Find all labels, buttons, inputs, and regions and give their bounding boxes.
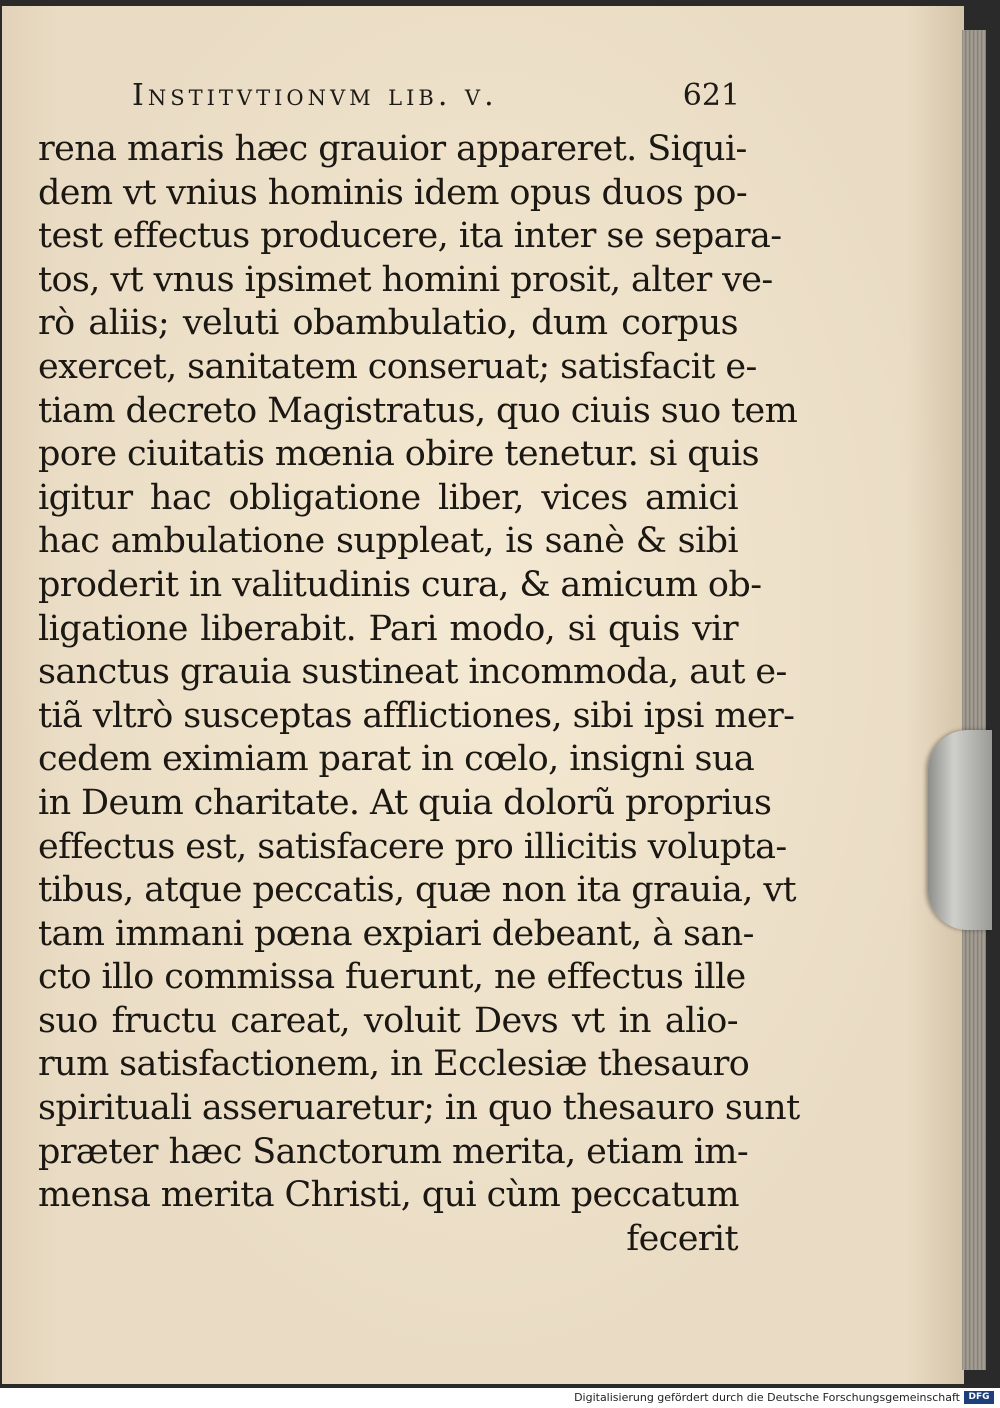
text-line: suo fructu careat, voluit Devs vt in alio- bbox=[38, 1000, 738, 1041]
text-line: ligatione liberabit. Pari modo, si quis vir bbox=[38, 608, 738, 649]
dfg-logo-icon: DFG bbox=[964, 1391, 994, 1404]
funding-credit: Digitalisierung gefördert durch die Deutsche Forschungsgemeinschaft bbox=[574, 1391, 960, 1404]
text-line: tos, vt vnus ipsimet homini prosit, alter ve- bbox=[38, 259, 773, 300]
body-text bbox=[38, 128, 800, 1261]
text-line: test effectus producere, ita inter se separa- bbox=[38, 216, 782, 257]
text-line: sanctus grauia sustineat incommoda, aut e- bbox=[38, 652, 787, 693]
text-line: rena maris hæc grauior appareret. Siqui- bbox=[38, 129, 747, 169]
text-line: spirituali asseruaretur; in quo thesauro sunt bbox=[38, 1088, 800, 1129]
running-head-title: Institvtionvm lib. v. bbox=[132, 78, 498, 113]
text-line: exercet, sanitatem conseruat; satisfacit e- bbox=[38, 346, 757, 387]
text-line: rò aliis; veluti obambulatio, dum corpus bbox=[38, 303, 738, 344]
text-line: pore ciuitatis mœnia obire tenetur. si quis bbox=[38, 434, 759, 475]
page-edges bbox=[962, 30, 986, 1370]
text-line: cto illo commissa fuerunt, ne effectus ille bbox=[38, 957, 746, 998]
page-number: 621 bbox=[682, 78, 740, 113]
footer bbox=[0, 1388, 1000, 1408]
text-line: tibus, atque peccatis, quæ non ita grauia, vt bbox=[38, 870, 796, 911]
text-line: rum satisfactionem, in Ecclesiæ thesauro bbox=[38, 1044, 750, 1085]
book-clasp bbox=[928, 730, 992, 930]
text-line: effectus est, satisfacere pro illicitis volupta- bbox=[38, 826, 787, 867]
text-line: dem vt vnius hominis idem opus duos po- bbox=[38, 172, 748, 213]
text-line: hac ambulatione suppleat, is sanè & sibi bbox=[38, 521, 738, 562]
text-line: tam immani pœna expiari debeant, à san- bbox=[38, 913, 754, 954]
text-line: fecerit bbox=[626, 1218, 738, 1259]
text-line: mensa merita Christi, qui cùm peccatum bbox=[38, 1175, 739, 1216]
text-line: proderit in valitudinis cura, & amicum ob- bbox=[38, 564, 762, 605]
text-line: tiam decreto Magistratus, quo ciuis suo tem bbox=[38, 390, 798, 431]
text-line: præter hæc Sanctorum merita, etiam im- bbox=[38, 1131, 749, 1172]
text-line: in Deum charitate. At quia dolorũ proprius bbox=[38, 782, 772, 823]
running-head bbox=[40, 78, 740, 118]
text-line: cedem eximiam parat in cœlo, insigni sua bbox=[38, 739, 755, 780]
text-line: tiã vltrò susceptas afflictiones, sibi ipsi mer- bbox=[38, 695, 795, 736]
text-line: igitur hac obligatione liber, vices amici bbox=[38, 477, 738, 518]
